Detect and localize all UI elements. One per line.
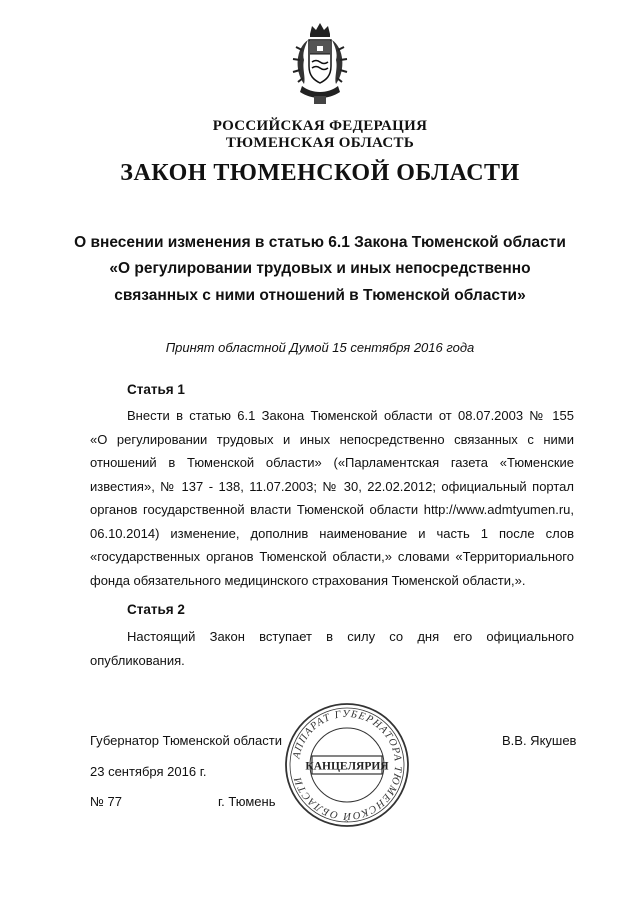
article-1-line: органов государственной власти Тюменской области http://www.admtyumen.ru, (90, 502, 574, 517)
stamp-center-text: КАНЦЕЛЯРИЯ (305, 760, 389, 773)
signing-date: 23 сентября 2016 г. (90, 764, 207, 779)
signing-city: г. Тюмень (218, 794, 276, 809)
law-title-line-1: О внесении изменения в статью 6.1 Закона Тюменской области (74, 234, 566, 251)
article-2-line: Настоящий Закон вступает в силу со дня его официального (127, 629, 574, 644)
article-2-heading: Статья 2 (127, 602, 185, 617)
article-1-line: Внести в статью 6.1 Закона Тюменской области от 08.07.2003 № 155 (127, 408, 574, 423)
article-1-line: фонда обязательного медицинского страхования Тюменской области,». (90, 572, 526, 588)
article-1-line: известия», № 137 - 138, 11.07.2003; № 30, 22.02.2012; официальный портал (90, 478, 574, 494)
law-number: № 77 (90, 794, 123, 809)
official-stamp (282, 700, 412, 830)
article-1-text (90, 404, 574, 592)
document-type-title: ЗАКОН ТЮМЕНСКОЙ ОБЛАСТИ (120, 160, 520, 186)
law-title-line-2: «О регулировании трудовых и иных непосредственно (109, 260, 531, 277)
article-2-line: опубликования. (90, 652, 185, 668)
coat-of-arms-emblem (288, 20, 352, 110)
signatory-position: Губернатор Тюменской области (90, 733, 282, 748)
article-1-heading: Статья 1 (127, 382, 185, 397)
article-2-text (90, 625, 574, 672)
article-1-line: «О регулировании трудовых и иных непосредственно связанных с ними (90, 431, 574, 447)
signatory-name: В.В. Якушев (502, 733, 577, 748)
header-country: РОССИЙСКАЯ ФЕДЕРАЦИЯ (212, 118, 428, 134)
article-1-line: отношений в Тюменской области» («Парламентская газета «Тюменские (90, 455, 574, 470)
law-title-line-3: связанных с ними отношений в Тюменской области» (114, 287, 526, 304)
article-1-line: «государственных органов Тюменской области,» словами «Территориального (90, 549, 574, 564)
article-1-line: 06.10.2014) изменение, дополнив наименование и часть 1 после слов (90, 525, 574, 541)
adoption-note: Принят областной Думой 15 сентября 2016 года (165, 340, 475, 355)
stamp-ring-text: АППАРАТ ГУБЕРНАТОРА ТЮМЕНСКОЙ ОБЛАСТИ (291, 708, 404, 822)
header-region: ТЮМЕНСКАЯ ОБЛАСТЬ (225, 135, 415, 151)
